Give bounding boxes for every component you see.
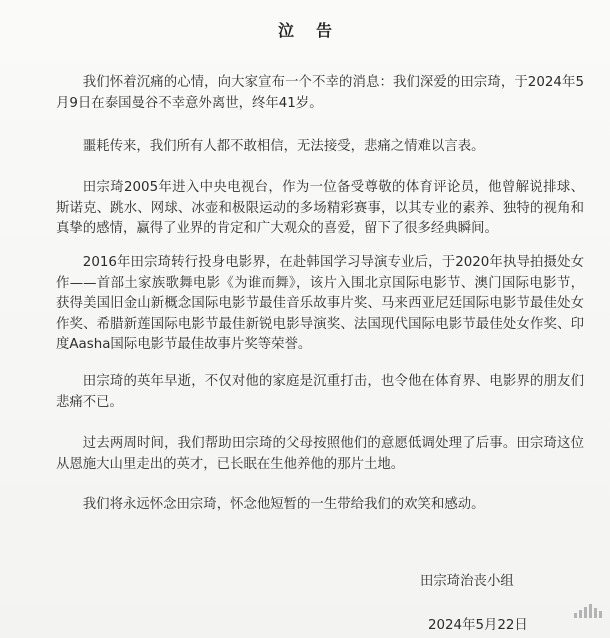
paragraph-announcement: 我们怀着沉痛的心情，向大家宣布一个不幸的消息：我们深爱的田宗琦，于2024年5月9日在泰国曼谷不幸意外离世，终年41岁。 (56, 75, 584, 111)
paragraph-film-career: 2016年田宗琦转行投身电影界，在赴韩国学习导演专业后，于2020年执导拍摄处女作——首部土家族歌舞电影《为谁而舞》，该片入围北京国际电影节、澳门国际电影节，获得美国旧金山新概念国际电影节最佳音乐故事片奖、马来西亚尼廷国际电影节最佳处女作奖、希腊新莲国际电影节最佳新锐电影导演奖、法国现代国际电影节最佳处女作奖、印度Aasha国际电影节最佳故事片奖等荣誉。 (56, 255, 584, 352)
bars-icon (574, 604, 602, 618)
watermark-logo (574, 604, 602, 618)
paragraph-funeral: 过去两周时间，我们帮助田宗琦的父母按照他们的意愿低调处理了后事。田宗琦这位从恩施大山里走出的英才，已长眠在生他养他的那片土地。 (56, 436, 584, 472)
paragraph-cctv-career: 田宗琦2005年进入中央电视台，作为一位备受尊敬的体育评论员，他曾解说排球、斯诺克、跳水、网球、冰壶和极限运动的多场精彩赛事，以其专业的素养、独特的视角和真挚的感情，赢得了业界的肯定和广大观众的喜爱，留下了很多经典瞬间。 (56, 180, 584, 236)
notice-date: 2024年5月22日 (428, 618, 528, 633)
paragraph-grief: 噩耗传来，我们所有人都不敢相信，无法接受，悲痛之情难以言表。 (82, 139, 485, 154)
signature: 田宗琦治丧小组 (420, 574, 514, 589)
notice-title: 泣告 (277, 21, 354, 40)
paragraph-loss: 田宗琦的英年早逝，不仅对他的家庭是沉重打击，也令他在体育界、电影界的朋友们悲痛不已。 (56, 374, 584, 410)
paragraph-remembrance: 我们将永远怀念田宗琦，怀念他短暂的一生带给我们的欢笑和感动。 (82, 497, 485, 512)
